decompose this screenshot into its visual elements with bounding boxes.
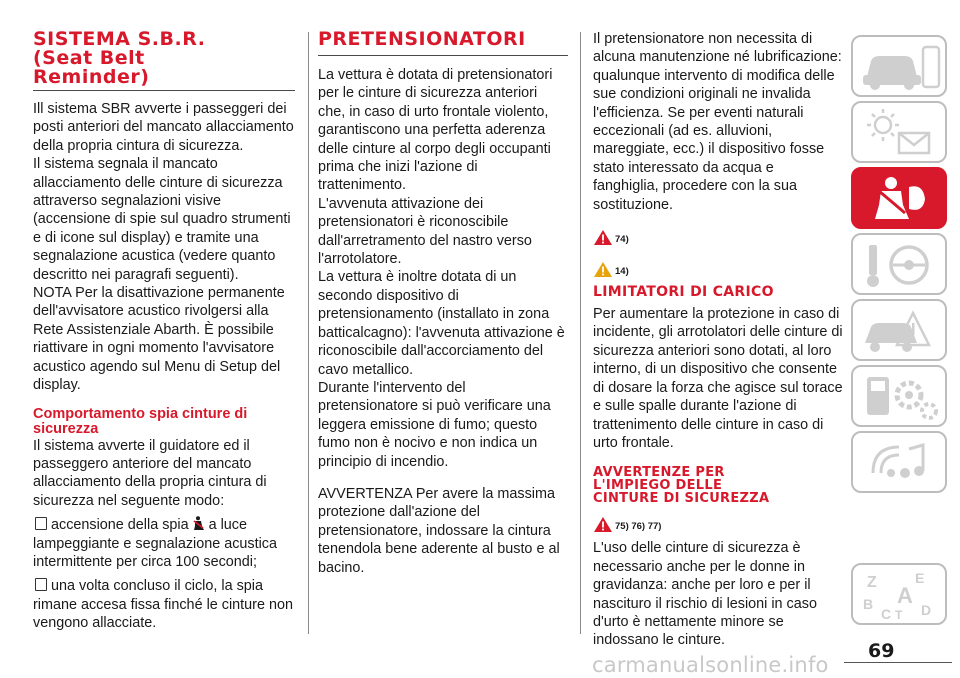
car-dashboard-icon (853, 37, 945, 95)
load-limiters-paragraph: Per aumentare la protezione in caso di incidente, gli arrotolatori delle cinture di sicurezza anteriori sono dotati, al loro interno, di un dispositivo che consente di dosare la forza che agisce sul torace e sulle spalle durante l'azione di trattenimento delle cinture in caso di urto frontale. (593, 306, 843, 451)
bullet-2-text: una volta concluso il ciclo, la spia rimane accesa fissa finché le cinture non vengono allacciate. (33, 578, 293, 632)
tab-warning-lights[interactable] (851, 101, 947, 163)
tab-index[interactable] (851, 563, 947, 625)
maintenance-gears-icon (853, 367, 945, 425)
tab-multimedia[interactable] (851, 431, 947, 493)
warning-reference-2 (593, 256, 843, 278)
pretensioners-warning: AVVERTENZA Per avere la massima protezione dall'azione del pretensionatore, indossare la cintura tenendola bene aderente al busto e al bacino. (318, 485, 560, 576)
index-letters-icon (853, 565, 945, 623)
column-pretensioners (318, 30, 568, 577)
pretensioners-paragraph-3: La vettura è inoltre dotata di un secondo dispositivo di pretensionamento (installato in zona batticalcagno): l'avvenuta attivazione è riconoscibile dall'accorciamento del cavo metallico. (318, 269, 565, 378)
seatbelt-warnings-heading-line-1: AVVERTENZE PER (593, 465, 725, 481)
tab-safety[interactable] (851, 167, 947, 229)
sbr-bullet-2 (33, 577, 295, 632)
sbr-subheading: Comportamento spia cinture di sicurezza (33, 405, 248, 437)
index-letter-a: A (897, 583, 913, 608)
tab-starting-driving[interactable] (851, 233, 947, 295)
warning-reference-label: 74) (615, 234, 629, 246)
pretensioners-paragraph-2: L'avvenuta attivazione dei pretensionatori è riconoscibile dall'arretramento del nastro verso l'arrotolatore. (318, 195, 532, 268)
page-number: 69 (868, 640, 895, 662)
watermark: carmanualsonline.info (592, 653, 829, 677)
index-letter-t: T (895, 608, 903, 622)
index-letter-d: D (921, 602, 932, 618)
car-emergency-icon (853, 301, 945, 359)
amber-warning-triangle-icon (593, 261, 613, 278)
column-divider-1 (308, 32, 309, 634)
pretensioners-title-block (318, 30, 568, 56)
page-number-rule (844, 662, 952, 663)
column-load-limiters (593, 30, 843, 650)
bullet-1-text-b: a luce lampeggiante e segnalazione acustica intermittente per circa 100 secondi; (33, 517, 278, 570)
warning-lights-icon (853, 103, 945, 161)
index-letter-z: Z (867, 574, 877, 591)
sbr-paragraph-1: Ill sistema SBR avverte i passeggeri dei posti anteriori del mancato allacciamento della propria cintura di sicurezza. (33, 101, 294, 154)
seatbelt-warnings-heading-line-3: CINTURE DI SICUREZZA (593, 491, 770, 507)
sbr-paragraph-2: Il sistema segnala il mancato allacciamento delle cinture di sicurezza attraverso segnalazioni visive (accensione di spie sul quadro strumenti e di icone sul display) e tramite una segnalazione acustica (vedere quanto descritto nei paragrafi seguenti). (33, 156, 291, 283)
sbr-note: NOTA Per la disattivazione permanente dell'avvisatore acustico rivolgersi alla Rete Assistenziale Abarth. È possibile riattivare in ogni momento l'avvisatore acustico agendo sul Menu di Setup del display. (33, 285, 285, 394)
sbr-title-block (33, 30, 295, 91)
sbr-title-line-2: (Seat Belt (33, 47, 145, 69)
warning-reference-1 (593, 224, 843, 246)
bullet-checkbox-icon (35, 578, 47, 591)
sbr-title-line-3: Reminder) (33, 66, 150, 88)
pretensioner-maintenance-text: Il pretensionatore non necessita di alcuna manutenzione né lubrificazione: qualunque intervento di modifica delle sue condizioni originali ne invalida l'efficienza. Se per eventi naturali eccezionali (ad es. alluvioni, mareggiate, ecc.) il dispositivo fosse stato interessato da acqua e fanghiglia, procedere con la sua sostituzione. (593, 31, 842, 213)
sbr-bullet-1 (33, 516, 295, 571)
seatbelt-warnings-heading (593, 466, 843, 505)
warning-reference-3 (593, 511, 843, 533)
pretensioners-paragraph-4: Durante l'intervento del pretensionatore si può verificare una leggera emissione di fumo; questo fumo non è nocivo e non indica un principio di incendio. (318, 379, 551, 470)
index-letter-c: C (881, 606, 892, 622)
tab-maintenance[interactable] (851, 365, 947, 427)
seatbelt-airbag-icon (853, 169, 945, 227)
tab-dashboard[interactable] (851, 35, 947, 97)
sbr-title-line-1: SISTEMA S.B.R. (33, 28, 206, 50)
index-letter-b: B (863, 596, 874, 612)
bullet-checkbox-icon (35, 517, 47, 530)
pregnancy-seatbelt-paragraph: L'uso delle cinture di sicurezza è necessario anche per le donne in gravidanza: anche per loro e per il nascituro il rischio di lesioni in caso d'urto è nettamente minore se indossano le cinture. (593, 540, 817, 649)
seatbelt-warnings-heading-line-2: L'IMPIEGO DELLE (593, 478, 723, 494)
index-letter-e: E (915, 570, 925, 586)
column-sbr (33, 30, 295, 633)
warning-reference-label: 75) 76) 77) (615, 521, 662, 533)
seatbelt-warning-light-icon (193, 516, 205, 531)
column-divider-2 (580, 32, 581, 634)
sbr-sub-paragraph: Il sistema avverte il guidatore ed il passeggero anteriore del mancato allacciamento della propria cintura di sicurezza nel seguente modo: (33, 437, 267, 509)
load-limiters-heading: LIMITATORI DI CARICO (593, 284, 774, 301)
red-warning-triangle-icon (593, 516, 613, 533)
multimedia-icon (853, 433, 945, 491)
warning-reference-label: 14) (615, 266, 629, 278)
pretensioners-title: PRETENSIONATORI (318, 28, 526, 50)
pretensioners-paragraph-1: La vettura è dotata di pretensionatori per le cinture di sicurezza anteriori che, in caso di urto frontale violento, garantiscono una perfetta aderenza delle cinture al corpo degli occupanti prima che inizi l'azione di trattenimento. (318, 67, 553, 194)
tab-emergency[interactable] (851, 299, 947, 361)
key-steering-icon (853, 235, 945, 293)
red-warning-triangle-icon (593, 229, 613, 246)
bullet-1-text-a: accensione della spia (51, 517, 189, 534)
